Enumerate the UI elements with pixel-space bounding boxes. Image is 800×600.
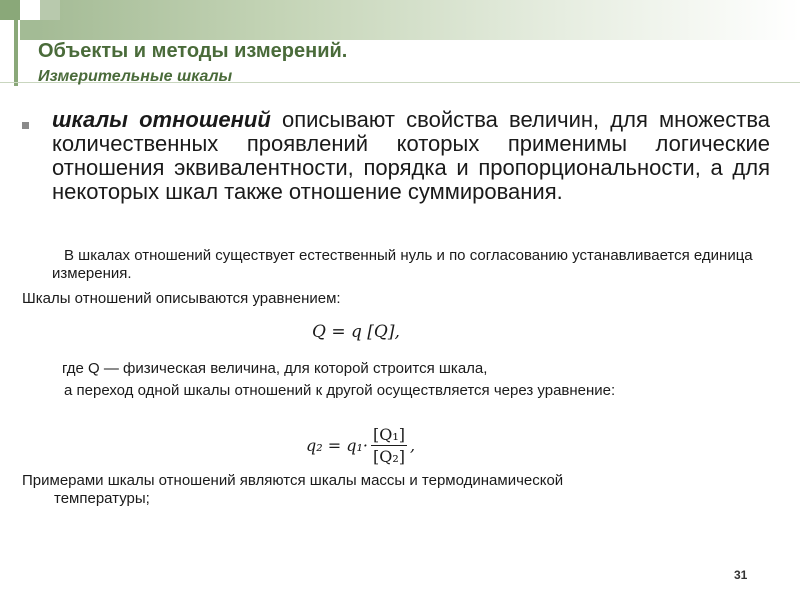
zero-paragraph: В шкалах отношений существует естественный нуль и по согласованию устанавливается единица измерения. xyxy=(52,247,753,282)
formula-lhs: Q xyxy=(312,322,326,342)
decor-square xyxy=(20,0,40,20)
formula2-lhs: q₂ = q₁· xyxy=(306,436,368,455)
formula2-denominator: [Q₂] xyxy=(372,447,405,466)
bullet-paragraph xyxy=(52,108,770,204)
formula2-numerator: [Q₁] xyxy=(372,425,405,444)
bullet-text: описывают свойства величин, для множества количественных проявлений которых применимы логические отношения эквивалентности, порядка и пропорциональности, а для некоторых шкал также отношение суммирования. xyxy=(52,107,770,204)
decor-vertical-line xyxy=(14,0,18,86)
equation-intro: Шкалы отношений описываются уравнением: xyxy=(22,290,341,307)
bullet-marker-icon xyxy=(22,122,29,129)
formula2-tail: , xyxy=(410,436,416,455)
examples-line2: температуры; xyxy=(54,490,150,507)
ratio-scale-formula xyxy=(312,322,400,342)
slide-subtitle: Измерительные шкалы xyxy=(38,68,233,85)
formula-unit: [Q], xyxy=(361,322,400,342)
formula2-fraction xyxy=(371,425,407,466)
examples-paragraph xyxy=(22,472,762,508)
header-band xyxy=(0,0,800,40)
formula-rhs: q xyxy=(351,322,362,342)
page-number: 31 xyxy=(734,568,748,582)
where-paragraph: где Q — физическая величина, для которой строится шкала, xyxy=(62,360,488,377)
transition-paragraph: а переход одной шкалы отношений к другой осуществляется через уравнение: xyxy=(64,382,616,399)
transition-formula xyxy=(306,425,415,466)
decor-square xyxy=(40,0,60,20)
decor-square xyxy=(20,20,40,40)
slide-title: Объекты и методы измерений. xyxy=(38,40,348,62)
bullet-term: шкалы отношений xyxy=(52,107,271,132)
formula-eq: = xyxy=(325,322,351,342)
examples-line1: Примерами шкалы отношений являются шкалы массы и термодинамической xyxy=(22,472,564,489)
